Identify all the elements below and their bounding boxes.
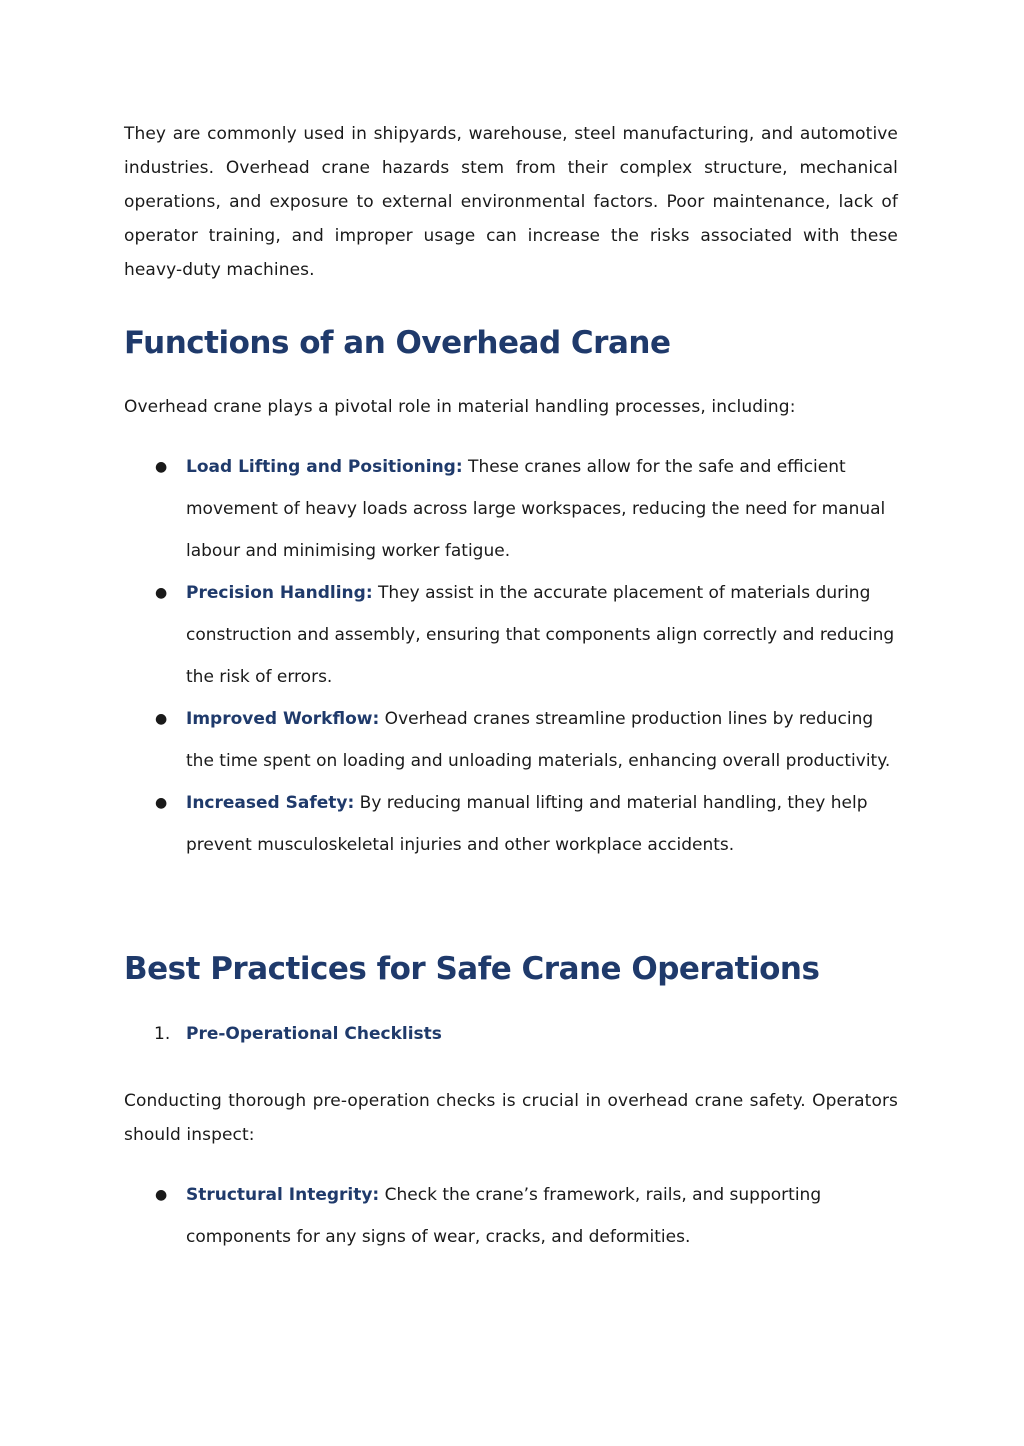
bullet-icon: ● — [155, 1187, 168, 1203]
list-item — [124, 1174, 898, 1258]
item-term: Improved Workflow: — [186, 709, 380, 729]
list-item — [124, 572, 898, 698]
checks-bullet-list — [124, 1174, 898, 1258]
number-marker: 1. — [154, 1024, 171, 1044]
functions-bullet-list — [124, 446, 898, 866]
numbered-item — [124, 1013, 898, 1055]
item-term: Increased Safety: — [186, 793, 355, 813]
item-term: Structural Integrity: — [186, 1185, 380, 1205]
intro-paragraph: They are commonly used in shipyards, warehouse, steel manufacturing, and automotive industries. Overhead crane hazards stem from their complex structure, mechanical operations, and exposure to external environmental factors. Poor maintenance, lack of operator training, and improper usage can increase the risks associated with these heavy-duty machines. — [124, 124, 898, 280]
item-term: Precision Handling: — [186, 583, 373, 603]
bullet-icon: ● — [155, 795, 168, 811]
item-text: These cranes allow for the safe and efficient movement of heavy loads across large workspaces, reducing the need for manual labour and minimising worker fatigue. — [186, 457, 886, 561]
functions-lead-paragraph: Overhead crane plays a pivotal role in material handling processes, including: — [124, 397, 796, 417]
checks-lead-paragraph: Conducting thorough pre-operation checks is crucial in overhead crane safety. Operators should inspect: — [124, 1091, 898, 1145]
item-text: Check the crane’s framework, rails, and supporting components for any signs of wear, cracks, and deformities. — [186, 1185, 822, 1247]
numbered-item-label: Pre-Operational Checklists — [186, 1024, 442, 1044]
item-text: By reducing manual lifting and material handling, they help prevent musculoskeletal injuries and other workplace accidents. — [186, 793, 868, 855]
list-item — [124, 446, 898, 572]
functions-heading: Functions of an Overhead Crane — [124, 325, 671, 361]
item-text: Overhead cranes streamline production lines by reducing the time spent on loading and unloading materials, enhancing overall productivity. — [186, 709, 891, 771]
best-practices-numbered-list — [124, 1013, 898, 1055]
list-item — [124, 698, 898, 782]
item-term: Load Lifting and Positioning: — [186, 457, 463, 477]
best-practices-heading: Best Practices for Safe Crane Operations — [124, 951, 820, 987]
bullet-icon: ● — [155, 585, 168, 601]
item-text: They assist in the accurate placement of materials during construction and assembly, ensuring that components align correctly and reducing the risk of errors. — [186, 583, 895, 687]
list-item — [124, 782, 898, 866]
bullet-icon: ● — [155, 711, 168, 727]
bullet-icon: ● — [155, 459, 168, 475]
